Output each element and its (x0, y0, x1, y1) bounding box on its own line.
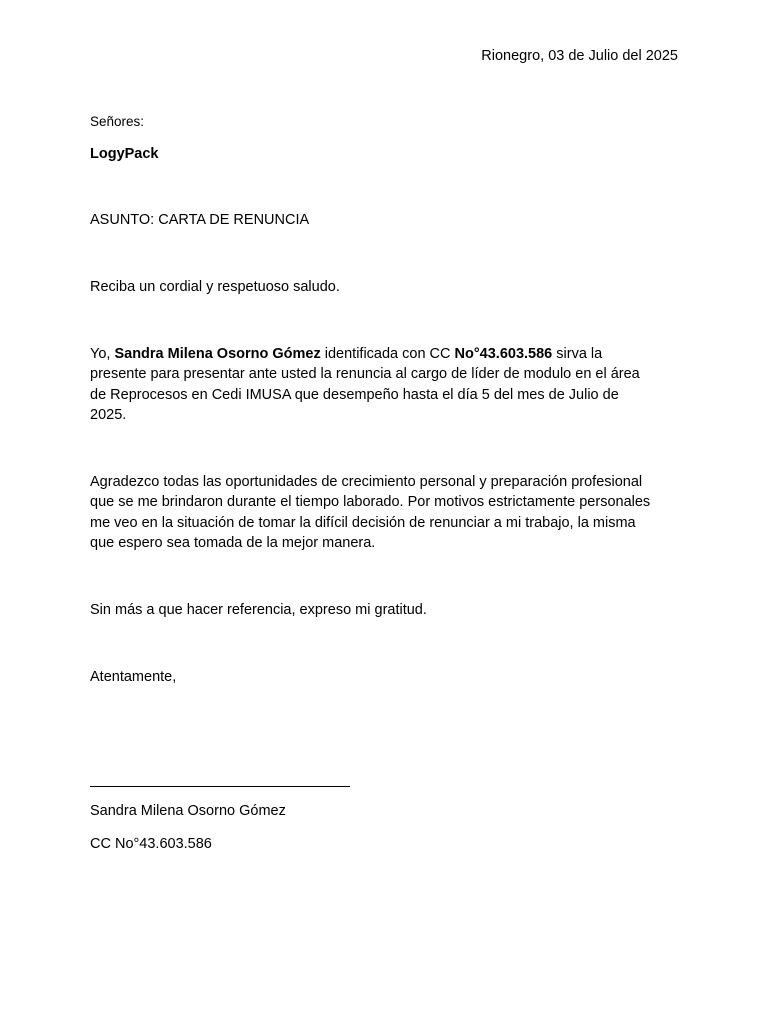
recipient-company: LogyPack (90, 146, 159, 162)
id-number-bold: No°43.603.586 (454, 346, 553, 362)
paragraph-line: 2025. (90, 406, 127, 423)
signature-line (90, 786, 350, 787)
paragraph-line (90, 344, 680, 364)
closing: Atentamente, (90, 669, 177, 685)
paragraph-line: presente para presentar ante usted la renuncia al cargo de líder de modulo en el área (90, 366, 640, 383)
signature-name: Sandra Milena Osorno Gómez (90, 803, 286, 819)
author-name-bold: Sandra Milena Osorno Gómez (114, 346, 321, 362)
letter-subject: ASUNTO: CARTA DE RENUNCIA (90, 212, 310, 228)
greeting: Reciba un cordial y respetuoso saludo. (90, 279, 340, 295)
paragraph-line: que espero sea tomada de la mejor manera. (90, 534, 376, 551)
paragraph-text: identificada con CC (320, 346, 455, 362)
paragraph-line: me veo en la situación de tomar la difícil decisión de renunciar a mi trabajo, la misma (90, 514, 636, 531)
paragraph-line: de Reprocesos en Cedi IMUSA que desempeño hasta el día 5 del mes de Julio de (90, 386, 619, 403)
paragraph-text: sirva la (552, 346, 603, 362)
signature-id: CC No°43.603.586 (90, 836, 212, 852)
body-paragraph-2 (90, 472, 680, 553)
paragraph-line: Agradezco todas las oportunidades de crecimiento personal y preparación profesional (90, 474, 643, 490)
letter-date: Rionegro, 03 de Julio del 2025 (481, 48, 678, 64)
paragraph-text: Yo, (90, 346, 115, 362)
closing-sentence: Sin más a que hacer referencia, expreso mi gratitud. (90, 602, 427, 618)
salutation: Señores: (90, 114, 145, 129)
paragraph-line: que se me brindaron durante el tiempo laborado. Por motivos estrictamente personales (90, 494, 651, 511)
body-paragraph-1 (90, 344, 680, 425)
